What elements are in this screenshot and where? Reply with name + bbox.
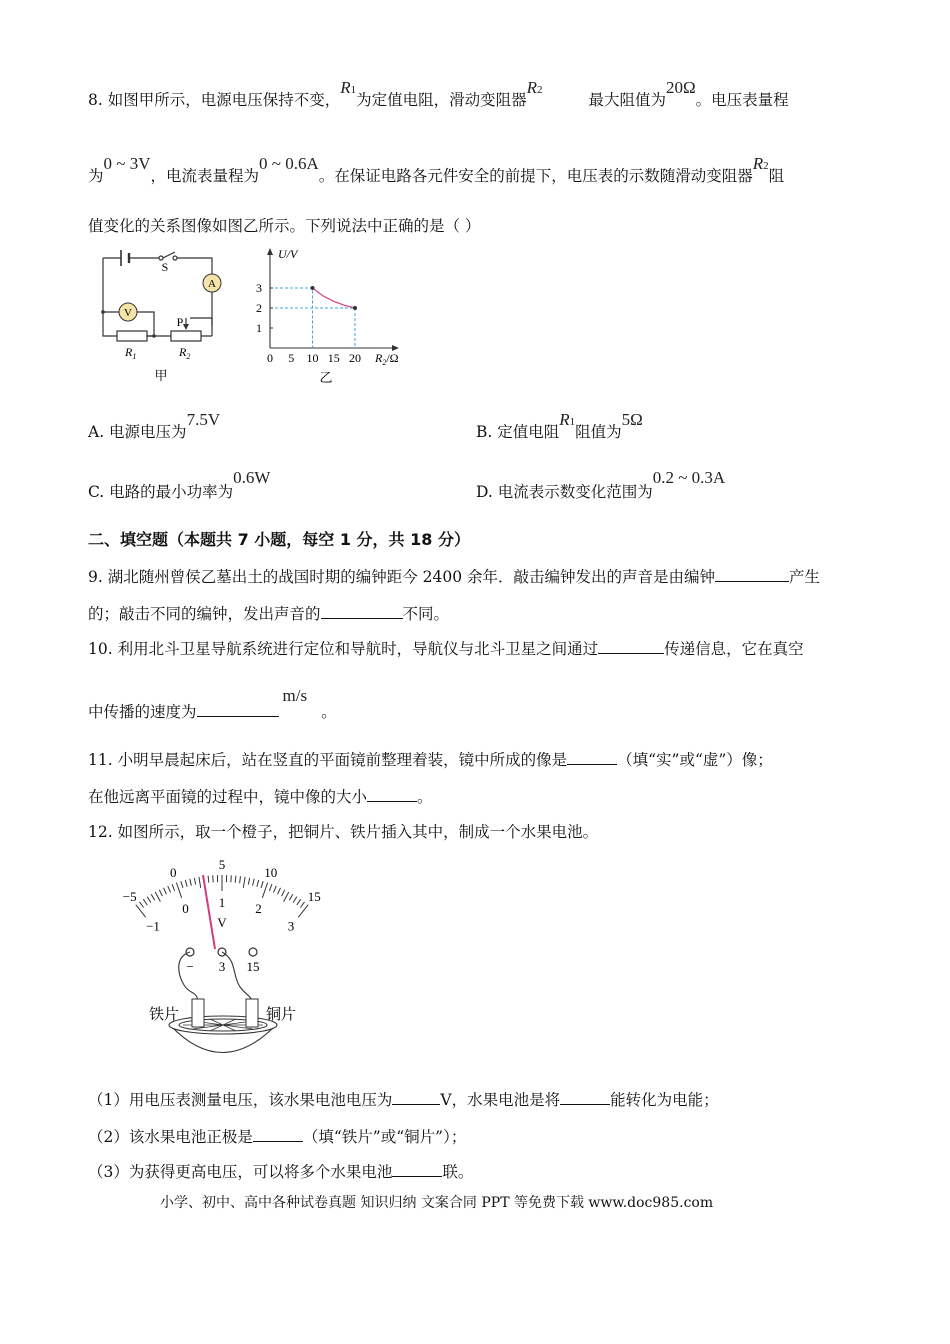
meter-tick xyxy=(151,894,155,900)
q8-text: 为 xyxy=(88,167,104,185)
q10-line1: 10. 利用北斗卫星导航系统进行定位和导航时，导航仪与北斗卫星之间通过 传递信息，它在真空 xyxy=(88,640,804,658)
meter-tick xyxy=(289,894,293,900)
meter-tick xyxy=(261,881,263,888)
svg-text:15: 15 xyxy=(246,959,260,974)
meter-tick xyxy=(282,890,285,896)
rmax-value: 20Ω xyxy=(666,78,696,97)
graph-ylabel: U/V xyxy=(278,247,298,261)
graph-xlabel: $R_2/\Omega$ xyxy=(375,351,399,367)
meter-inner-label: 2 xyxy=(255,901,262,917)
svg-text:3: 3 xyxy=(218,959,226,974)
answer-blank[interactable] xyxy=(392,1162,442,1177)
meter-tick xyxy=(269,884,272,891)
page-footer: 小学、初中、高中各种试卷真题 知识归纳 文案合同 PPT 等免费下载 www.doc985.com xyxy=(160,1195,714,1211)
r2-symbol: R2 xyxy=(752,154,769,173)
meter-tick xyxy=(172,884,175,891)
fruit-battery-figure xyxy=(92,845,362,1080)
iron-label: 铁片 xyxy=(148,1007,180,1023)
fig-yi-caption: 乙 xyxy=(319,370,333,384)
q8-text: 。电压表量程 xyxy=(695,91,789,109)
svg-text:−: − xyxy=(186,959,194,974)
option-d[interactable]: D. 电流表示数变化范围为0.2 ~ 0.3A xyxy=(476,468,726,501)
answer-blank[interactable] xyxy=(560,1090,610,1105)
q11-line1: 11. 小明早晨起床后，站在竖直的平面镜前整理着装，镜中所成的像是 （填“实”或“虚”）像； xyxy=(88,751,773,769)
meter-tick xyxy=(298,905,308,918)
meter-tick xyxy=(176,883,181,898)
answer-blank[interactable] xyxy=(567,750,617,765)
answer-blank[interactable] xyxy=(367,787,417,802)
option-c[interactable]: C. 电路的最小功率为0.6W xyxy=(88,468,271,501)
fig-jia-caption: 甲 xyxy=(154,368,168,383)
x-tick-label: 15 xyxy=(327,351,340,365)
y-tick-label: 3 xyxy=(256,281,262,295)
r1-label: $R_1$ xyxy=(125,345,137,361)
svg-text:V: V xyxy=(124,307,132,319)
u-r2-graph xyxy=(250,244,410,384)
q9-line2: 的；敲击不同的编钟，发出声音的 不同。 xyxy=(88,605,450,623)
data-point xyxy=(311,286,315,290)
option-b[interactable]: B. 定值电阻R1阻值为5Ω xyxy=(476,410,643,441)
q8-text: 为定值电阻，滑动变阻器 xyxy=(356,91,527,109)
meter-tick xyxy=(235,876,236,883)
q8-line2 xyxy=(88,154,785,186)
meter-tick xyxy=(231,875,232,882)
q8-text: 8. 如图甲所示，电源电压保持不变， xyxy=(88,91,341,109)
meter-tick xyxy=(300,902,304,908)
data-point xyxy=(353,306,357,310)
r1-symbol: R1 xyxy=(340,78,357,97)
meter-tick xyxy=(136,905,146,918)
meter-tick xyxy=(278,888,281,894)
q11-line2: 在他远离平面镜的过程中，镜中像的大小 。 xyxy=(88,788,433,806)
meter-tick xyxy=(248,878,249,885)
answer-blank[interactable] xyxy=(598,639,664,654)
meter-tick xyxy=(208,876,209,883)
meter-tick xyxy=(297,899,301,905)
y-tick-label: 1 xyxy=(256,321,262,335)
q12-sub3: （3）为获得更高电压，可以将多个水果电池 联。 xyxy=(88,1163,474,1181)
meter-tick xyxy=(274,886,277,893)
copper-label: 铜片 xyxy=(265,1007,297,1023)
q8-text: 最大阻值为 xyxy=(588,91,667,109)
meter-tick xyxy=(181,881,183,888)
svg-text:A: A xyxy=(208,278,216,290)
section-title: 二、填空题（本题共 7 小题，每空 1 分，共 18 分） xyxy=(88,530,470,549)
x-tick-label: 10 xyxy=(306,351,319,365)
meter-outer-label: 0 xyxy=(169,865,177,881)
q8-text: ，电流表量程为 xyxy=(150,167,260,185)
meter-outer-label: 15 xyxy=(307,888,321,904)
y-tick-label: 2 xyxy=(256,301,262,315)
circuit-diagram xyxy=(95,244,240,384)
meter-tick xyxy=(262,883,267,898)
q12-sub1: （1）用电压表测量电压，该水果电池电压为 V，水果电池是将 能转化为电能； xyxy=(88,1091,719,1109)
answer-blank[interactable] xyxy=(253,1127,303,1142)
meter-tick xyxy=(155,892,160,902)
answer-blank[interactable] xyxy=(392,1090,440,1105)
ammeter-range: 0 ~ 0.6A xyxy=(259,154,319,173)
iron-plate xyxy=(192,999,204,1027)
graph-curve xyxy=(313,288,356,308)
meter-inner-label: 3 xyxy=(287,918,295,934)
meter-outer-label: 5 xyxy=(218,857,226,872)
meter-tick xyxy=(293,897,297,903)
q12-sub2: （2）该水果电池正极是 （填“铁片”或“铜片”）； xyxy=(88,1128,467,1146)
x-tick-label: 20 xyxy=(349,351,361,365)
voltmeter-range: 0 ~ 3V xyxy=(103,154,151,173)
x-tick-label: 0 xyxy=(267,351,273,365)
meter-unit: V xyxy=(217,915,227,930)
meter-tick xyxy=(164,888,167,894)
guide-line xyxy=(270,288,313,348)
answer-blank[interactable] xyxy=(715,567,789,582)
meter-inner-label: 1 xyxy=(218,895,226,910)
meter-outer-label: −5 xyxy=(122,888,137,904)
svg-text:S: S xyxy=(161,260,169,274)
q12-line1: 12. 如图所示，取一个橙子，把铜片、铁片插入其中，制成一个水果电池。 xyxy=(88,823,599,841)
meter-tick xyxy=(257,880,259,887)
meter-tick xyxy=(213,875,214,882)
meter-tick xyxy=(240,876,241,883)
answer-blank[interactable] xyxy=(321,604,403,619)
r2-label: $R_2$ xyxy=(179,345,191,361)
copper-plate xyxy=(246,999,258,1027)
q8-text: 。在保证电路各元件安全的前提下，电压表的示数随滑动变阻器 xyxy=(318,167,753,185)
meter-outer-label: 10 xyxy=(264,865,278,881)
q10-line2: 中传播的速度为m/s。 xyxy=(88,686,337,721)
orange-bowl xyxy=(169,1016,277,1053)
meter-tick xyxy=(284,892,289,902)
meter-tick xyxy=(147,897,151,903)
meter-tick xyxy=(185,880,187,887)
meter-tick xyxy=(199,877,201,888)
r2-symbol: R2 xyxy=(526,78,543,97)
meter-tick xyxy=(143,899,147,905)
terminal-15v xyxy=(249,948,257,956)
q8-line1 xyxy=(88,78,789,110)
option-a[interactable]: A. 电源电压为7.5V xyxy=(88,410,221,441)
meter-tick xyxy=(194,878,195,885)
meter-needle xyxy=(203,875,215,949)
q8-text: 阻 xyxy=(768,167,785,185)
meter-inner-label: −1 xyxy=(146,918,160,934)
q9-line1: 9. 湖北随州曾侯乙墓出土的战国时期的编钟距今 2400 余年．敲击编钟发出的声音是由编钟 产生 xyxy=(88,568,821,586)
answer-blank[interactable] xyxy=(197,702,279,717)
meter-tick xyxy=(190,879,192,886)
svg-text:P: P xyxy=(176,315,184,329)
meter-tick xyxy=(159,890,162,896)
meter-tick xyxy=(140,902,144,908)
q8-line3: 值变化的关系图像如图乙所示。下列说法中正确的是（ ） xyxy=(88,217,481,235)
meter-tick xyxy=(253,879,255,886)
meter-tick xyxy=(168,886,171,893)
meter-tick xyxy=(243,877,245,888)
x-tick-label: 5 xyxy=(288,351,295,365)
meter-inner-label: 0 xyxy=(182,901,189,917)
